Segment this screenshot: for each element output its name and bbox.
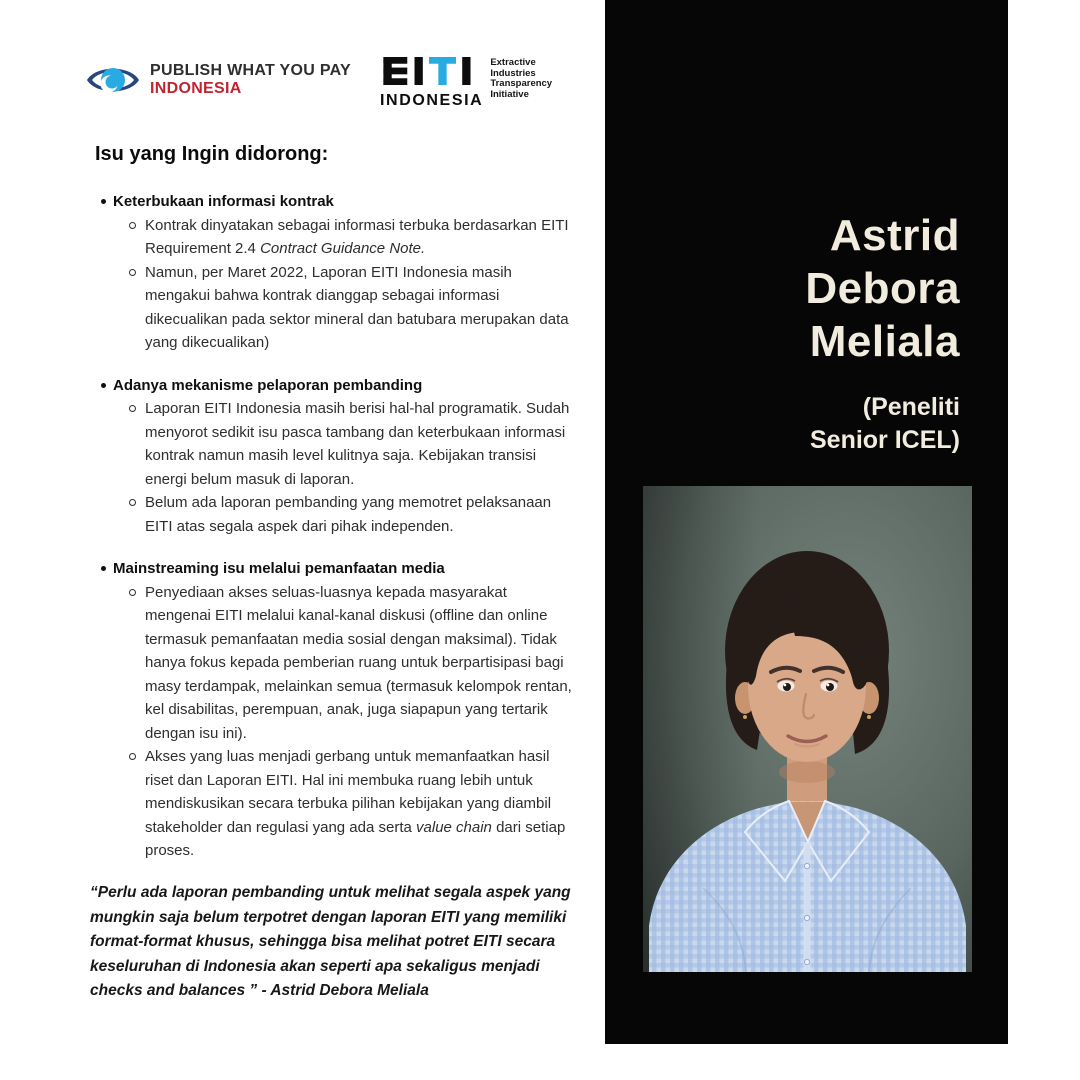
bullet-group — [95, 557, 573, 863]
eiti-logo — [380, 57, 552, 109]
bullet-sub-item: Namun, per Maret 2022, Laporan EITI Indonesia masih mengakui bahwa kontrak dianggap sebagai informasi dikecualikan pada sektor mineral dan batubara merupakan data yang dikecualikan) — [95, 261, 573, 355]
eiti-tagline: Extractive Industries Transparency Initiative — [490, 57, 553, 100]
right-panel — [605, 0, 1008, 1044]
pwyp-logo-country: INDONESIA — [150, 80, 242, 97]
portrait-photo — [643, 486, 972, 972]
eiti-logo-country: INDONESIA — [380, 92, 484, 109]
issues-list — [95, 190, 573, 882]
bullet-title: Mainstreaming isu melalui pemanfaatan media — [95, 557, 573, 581]
eiti-wordmark-icon — [380, 57, 476, 85]
pwyp-logo — [86, 58, 351, 102]
quote-text: “Perlu ada laporan pembanding untuk melihat segala aspek yang mungkin saja belum terpotret dengan laporan EITI yang memiliki format-format khusus, sehingga bisa melihat potret EITI secara keseluruhan di Indonesia akan seperti apa sekaligus menjadi checks and balances ” - Astrid Debora Meliala — [90, 884, 571, 999]
bullet-sub-item: Penyediaan akses seluas-luasnya kepada masyarakat mengenai EITI melalui kanal-kanal diskusi (offline dan online termasuk pemanfaatan media sosial dengan maksimal). Tidak hanya fokus kepada pemberian ruang untuk berpartisipasi bagi masy terdampak, melainkan semua (termasuk kelompok rentan, kel disabilitas, perempuan, anak, juga siapapun yang tertarik dengan isu ini). — [95, 581, 573, 746]
bullet-group — [95, 374, 573, 539]
bullet-group — [95, 190, 573, 355]
person-role: (Peneliti Senior ICEL) — [809, 393, 960, 454]
bullet-sub-item: Belum ada laporan pembanding yang memotret pelaksanaan EITI atas segala aspek dari pihak independen. — [95, 491, 573, 538]
pwyp-eye-icon — [86, 58, 140, 102]
bullet-sub-item: Kontrak dinyatakan sebagai informasi terbuka berdasarkan EITI Requirement 2.4 Contract Guidance Note. — [95, 214, 573, 261]
bullet-sub-item: Akses yang luas menjadi gerbang untuk memanfaatkan hasil riset dan Laporan EITI. Hal ini membuka ruang lebih untuk mendiskusikan secara terbuka pilihan kebijakan yang diambil stakeholder dan regulasi yang ada serta value chain dari setiap proses. — [95, 745, 573, 863]
page-title: Isu yang Ingin didorong: — [95, 143, 329, 165]
pwyp-logo-text: PUBLISH WHAT YOU PAY — [150, 62, 351, 79]
person-name: Astrid Debora Meliala — [805, 211, 960, 366]
bullet-title: Adanya mekanisme pelaporan pembanding — [95, 374, 573, 398]
bullet-title: Keterbukaan informasi kontrak — [95, 190, 573, 214]
bullet-sub-item: Laporan EITI Indonesia masih berisi hal-hal programatik. Sudah menyorot sedikit isu pasca tambang dan keterbukaan informasi kontrak namun masih level kulitnya saja. Kebijakan transisi energi belum masuk di laporan. — [95, 397, 573, 491]
